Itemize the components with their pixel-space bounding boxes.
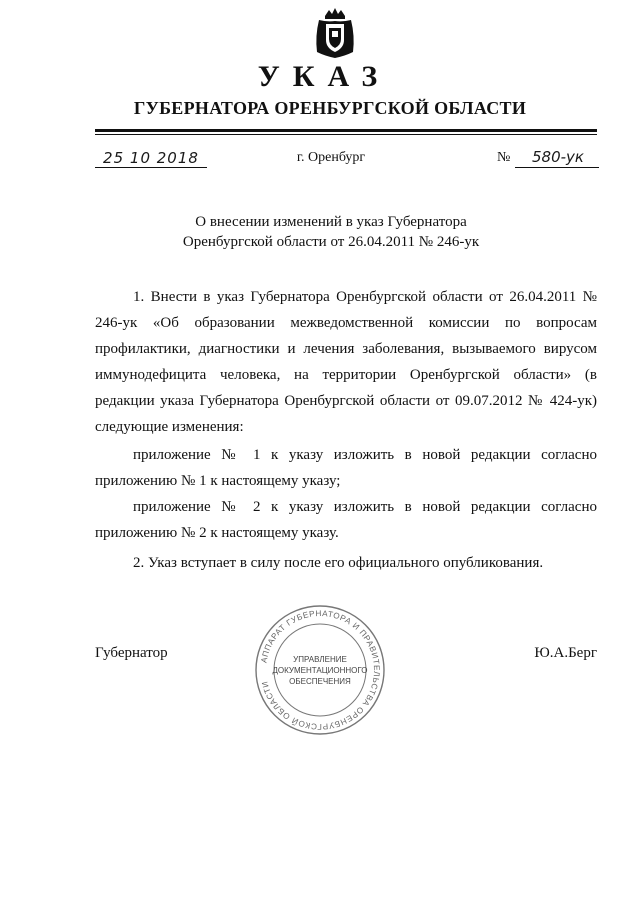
number-sign: №: [497, 150, 511, 165]
number-underline: [515, 167, 599, 168]
document-subtitle: ГУБЕРНАТОРА ОРЕНБУРГСКОЙ ОБЛАСТИ: [133, 98, 527, 118]
issue-city: г. Оренбург: [296, 150, 366, 165]
header-divider: [95, 129, 597, 132]
stamp-line-2: ДОКУМЕНТАЦИОННОГО: [272, 666, 368, 675]
paragraph-3: приложение № 2 к указу изложить в новой редакции согласно приложению № 2 к настоящему указу.: [95, 499, 597, 541]
decree-number: 580-ук: [532, 148, 584, 166]
stamp-line-1: УПРАВЛЕНИЕ: [293, 655, 347, 664]
heading-line-2: Оренбургской области от 26.04.2011 № 246-ук: [182, 234, 480, 250]
signer-position: Губернатор: [95, 645, 168, 661]
document-title: УКАЗ: [257, 60, 391, 93]
signer-name: Ю.А.Берг: [534, 645, 597, 661]
coat-of-arms-icon: [311, 6, 359, 60]
paragraph-4: 2. Указ вступает в силу после его официального опубликования.: [133, 555, 544, 571]
date-underline: [95, 167, 207, 168]
decree-heading: [0, 212, 640, 252]
stamp-center-text: [269, 654, 371, 687]
decree-date: 25 10 2018: [103, 149, 199, 167]
paragraph-1: 1. Внести в указ Губернатора Оренбургской области от 26.04.2011 № 246-ук «Об образовании межведомственной комиссии по вопросам профилактики, диагностики и лечения заболевания, вызываемого вирусом иммунодефицита человека, на территории Оренбургской области» (в редакции указа Губернатора Оренбургской области от 09.07.2012 № 424-ук) следующие изменения:: [95, 289, 597, 435]
header-divider-thin: [95, 134, 597, 135]
stamp-line-3: ОБЕСПЕЧЕНИЯ: [289, 677, 351, 686]
stamp-ring-text: АППАРАТ ГУБЕРНАТОРА И ПРАВИТЕЛЬСТВА ОРЕНБУРГСКОЙ ОБЛАСТИ: [259, 608, 382, 732]
heading-line-1: О внесении изменений в указ Губернатора: [195, 214, 467, 230]
paragraph-2: приложение № 1 к указу изложить в новой редакции согласно приложению № 1 к настоящему указу;: [95, 447, 597, 489]
